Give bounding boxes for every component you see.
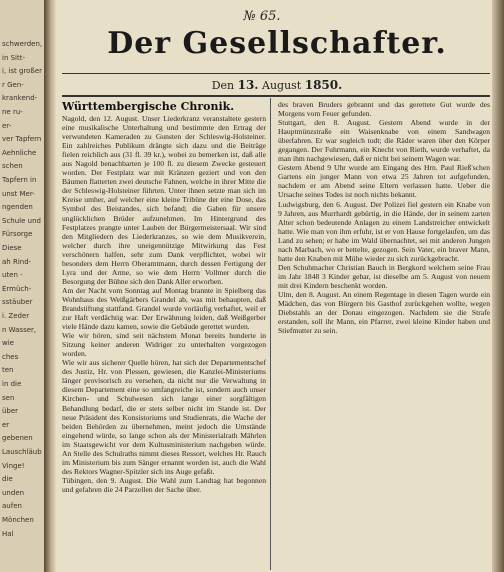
newspaper-page	[56, 0, 498, 572]
previous-page-fragment: schwerden,	[2, 40, 43, 48]
previous-page-fragment: ne ru-	[2, 108, 23, 116]
previous-page-fragment: Ermüch-	[2, 284, 32, 293]
previous-page-fragment: sstäuber	[2, 298, 33, 307]
previous-page-fragment: Mönchen	[2, 516, 34, 524]
right-column	[278, 100, 490, 335]
previous-page-fragment: Diese	[2, 244, 22, 252]
masthead-title: Der Gesellschafter.	[107, 26, 447, 61]
previous-page-fragment: uten -	[2, 271, 23, 280]
previous-page-edge	[0, 0, 46, 572]
article-paragraph: Gestern Abend 9 Uhr wurde am Eingang des Hrn. Paul Rieß'schen Gartens ein junger Mann von etwa 25 Jahren tot aufgefunden, nachdem er am Abend seine Eltern verlassen hatte. Ueber die Ursache seines Todes ist noch nichts bekannt.	[278, 163, 490, 200]
previous-page-fragment: Lauschläub	[2, 448, 42, 456]
article-paragraph: Nagold, den 12. August. Unser Liederkranz veranstaltete gestern eine musikalische Unterhaltung und bestimmte den Ertrag der verwundeten Kameraden zu Gunsten der Schleswig-Holsteiner. Ein zahlreiches Publikum drängte sich dazu und die Beiträge fielen reichlich aus (31 fl. 39 kr.), wobei zu bemerken ist, daß alle aus Nagold benachbarten je 100 fl. zu diesem Zwecke gesteuert worden. Der Festplatz war mit Kränzen geziert und von den Bäumen flatterten zwei deutsche Fahnen, welche in ihrer Mitte die der Schleswig-Holsteiner führten. Unter ihnen setzte man sich im Kreise umher, auf welcher eine kleine Tribüne der eine Dose, das Symbol des Beistandes, sich befand; die Gaben für unsere unglücklichen Brüder aufzunehmen. Im Hintergrund des Festplatzes prangte unter Lauben der Bürgermeistersaal. Wir sind den Mitgliedern des Liederkranzes, so wie dem Musikverein, welcher durch ihre uneigennützige Mitwirkung das Fest verschönern halfen, sehr zum Dank verpflichtet, wobei wir besonders dem Herrn Oberamtmann, durch dessen Fertigung der Lyra und der Arme, so wie dem Herrn Vollmer durch die Besorgung der Bühne sich den Dank Aller erworben.	[62, 114, 266, 286]
previous-page-fragment: schen	[2, 162, 23, 171]
article-paragraph: Am der Nacht vom Sonntag auf Montag brannte in Spielberg das Wohnhaus des Weißgärbers Grandel ab, was mit behaupten, daß Brandstiftung stattfand. Grandel wurde vorläufig verhaftet, weil er zur Haft verdächtig war. Der Erwähnung leiden, daß Weißgerber viele Hände dazu kamen, sowie die Gebäude gerettet wurden.	[62, 285, 266, 332]
previous-page-fragment: ah Rind-	[2, 257, 32, 266]
previous-page-fragment: gebenen	[2, 434, 33, 443]
masthead-rule-bottom	[62, 95, 490, 97]
previous-page-fragment: in Sitt-	[2, 53, 26, 62]
previous-page-fragment: Aehnliche	[2, 148, 37, 157]
dateline	[56, 78, 498, 92]
article-paragraph: des braven Bruders gebrannt und das gerettete Gut wurde des Morgens vom Feuer gefunden.	[278, 100, 490, 119]
previous-page-fragment: aufen	[2, 502, 22, 511]
previous-page-fragment: Fürsorge	[2, 230, 33, 239]
article-paragraph: Tübingen, den 9. August. Die Wahl zum Landtag hat begonnen und gefahren die 24 Parzellen der Sache über.	[62, 475, 266, 494]
previous-page-fragment: unden	[2, 488, 25, 497]
previous-page-fragment: er	[2, 420, 10, 429]
dateline-month: August	[262, 79, 302, 92]
previous-page-fragment: krankend-	[2, 94, 38, 103]
section-title: Württembergische Chronik.	[62, 100, 235, 113]
previous-page-fragment: r Gen-	[2, 80, 24, 89]
previous-page-fragment: ngenden	[2, 203, 33, 212]
previous-page-fragment: ver Tapfern	[2, 135, 42, 144]
previous-page-fragment: über	[2, 407, 19, 416]
article-paragraph: Ludwigsburg, den 6. August. Der Polizei fiel gestern ein Knabe von 9 Jahren, aus Murrhardt gebürtig, in die Hände, der in seinem zarten Alter schon bedeutende Anlagen zu einem Landstreicher entwickelt hatte. Wie man von ihm erfuhr, ist er von Hause fortgelaufen, um das Land zu sehen; er habe im Wald übernachtet, sei mit anderen Jungen nach Marbach, wo er bettelte, gezogen. Sein Vater, ein braver Mann, hatte den Knaben mit Mühe wieder zu sich zurückgebracht.	[278, 199, 490, 263]
binding-gutter	[44, 0, 56, 572]
article-paragraph: Den Schuhmacher Christian Bauch in Bergkord welchem seine Frau im Jahr 1848 3 Kinder gebar, ist dieselbe am 5. August von neuem mit drei Kindern beschenkt worden.	[278, 262, 490, 290]
previous-page-fragment: i, ist großer	[2, 67, 43, 76]
previous-page-fragment: unst Mer-	[2, 189, 35, 198]
previous-page-fragment: Schule und	[2, 216, 41, 225]
masthead-rule-top	[62, 73, 490, 74]
left-column	[62, 100, 266, 494]
previous-page-fragment: sen	[2, 393, 15, 402]
dateline-day: 13.	[237, 78, 259, 92]
previous-page-fragment: wie	[2, 339, 14, 348]
previous-page-fragment: n Wasser,	[2, 325, 37, 334]
previous-page-fragment: ches	[2, 352, 19, 361]
previous-page-fragment: ten	[2, 366, 14, 375]
previous-page-fragment: i. Zeder	[2, 312, 30, 320]
dateline-prefix: Den	[211, 79, 235, 92]
article-paragraph: Wie wir aus sicherer Quelle hören, hat sich der Departementschef des Justiz, Hr. von Plessen, gewiesen, die Kanzlei-Ministeriums länger provisorisch zu versehen, da nicht nur die Verwaltung in diesem Departement eine so umfangreiche ist, sondern auch unser Kirchen- und Schulwesen sich lange einer sorgfältigen Behandlung bedarf, die er stets selber nicht im Stande ist. Der neue Präsident des Konsistoriums und Studienrats, die Wache der beiden Behörden zu übernehmen, meint jedoch die Umstände eingehend würde, so lange schon als der Ministerialrath Mährlen im Staatsgewicht vor dem Kultusministerium nachgeben würde. An Stelle des Schulraths nimmt dieses Ressort, welches Hr. Rauch im Ministerium bis zum Sänger ernannt worden ist, auch die Wahl des Rektors Wagner-Spitzler sich ins Auge gefaßt.	[62, 358, 266, 476]
article-paragraph: Wie wir hören, sind seit nächstem Monat bereits hunderte in Sitzung keiner anderen Widriger zu unterhalten vorgezogen worden.	[62, 331, 266, 359]
column-divider	[270, 98, 271, 570]
previous-page-fragment: Tapfern in	[2, 176, 37, 184]
article-paragraph: Ulm, den 8. August. An einem Regentage in diesen Tagen wurde ein Mädchen, das von Bürgern bis Gasthof zurückgehen wollte, wegen Diebstahls an der Donau eingezogen. Nachdem sie die Strafe erstanden, soll ihr Mann, ein Pfarrer, zwei kleine Kinder haben und Stiefmutter zu sein.	[278, 289, 490, 336]
previous-page-fragment: die	[2, 475, 13, 484]
previous-page-fragment: in die	[2, 380, 22, 388]
previous-page-fragment: Hal	[2, 529, 14, 538]
page-edge-right	[492, 0, 504, 572]
previous-page-fragment: er-	[2, 121, 12, 130]
issue-number: № 65.	[243, 9, 281, 24]
dateline-year: 1850.	[304, 78, 343, 92]
previous-page-fragment: Vinge!	[2, 461, 25, 470]
article-paragraph: Stuttgart, den 8. August. Gestern Abend wurde in der Hauptmünzstraße ein Waisenknabe von einem Sandwagen überfahren. Er war sogleich todt; die Räder waren über den Körper gegangen. Der Fuhrmann, ein Knecht von Rieth, wurde verhaftet, da man ihm nachgewiesen, daß er nicht bei seinem Wagen war.	[278, 118, 490, 164]
